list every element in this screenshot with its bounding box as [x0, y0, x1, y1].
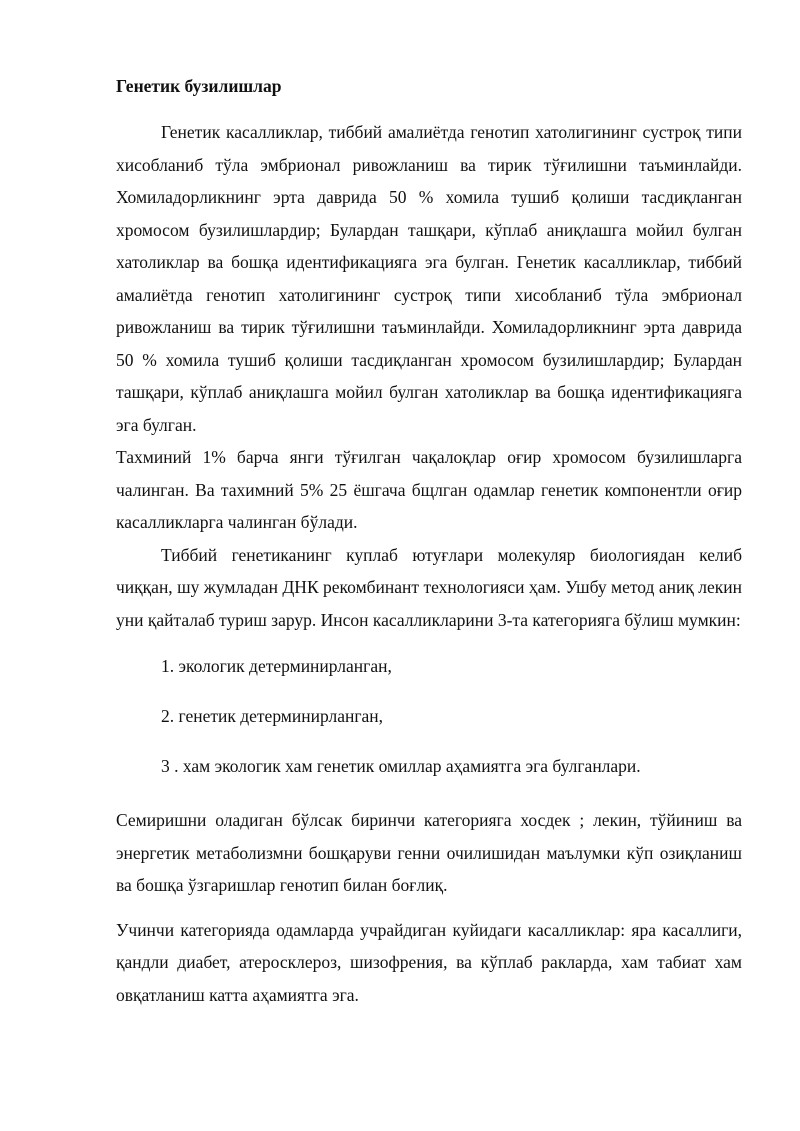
- list-item-1: 1. экологик детерминирланган,: [161, 656, 392, 676]
- paragraph-obesity: Семиришни оладиган бўлсак биринчи категорияга хосдек ; лекин, тўйиниш ва энергетик метаболизмни бошқаруви генни очилишидан маълумки кўп озиқланиш ва бошқа ўзгаришлар генотип билан боғлиқ.: [116, 810, 742, 895]
- paragraph-third-category: Учинчи категорияда одамларда учрайдиган куйидаги касалликлар: яра касаллиги, қандли диабет, атеросклероз, шизофрения, ва кўплаб ракларда, хам табиат хам овқатланиш катта аҳамиятга эга.: [116, 919, 742, 1005]
- list-item-3: 3 . хам экологик хам генетик омиллар аҳамиятга эга булганлари.: [161, 756, 641, 776]
- document-heading: Генетик бузилишлар: [116, 76, 282, 96]
- paragraph-genetic-diseases: Генетик касалликлар, тиббий амалиётда генотип хатолигининг сустроқ типи хисобланиб тўла эмбрионал ривожланиш ва тирик тўғилишни таъминлайди. Хомиладорликнинг эрта даврида 50 % хомила тушиб қолиши тасдиқланган хромосом бузилишлардир; Булардан ташқари, кўплаб аниқлашга мойил булган хатоликлар ва бошқа идентификацияга эга булган. Генетик касалликлар, тиббий амалиётда генотип хатолигининг сустроқ типи хисобланиб тўла эмбрионал ривожланиш ва тирик тўғилишни таъминлайди. Хомиладорликнинг эрта даврида 50 % хомила тушиб қолиши тасдиқланган хромосом бузилишлардир; Булардан ташқари, кўплаб аниқлашга мойил булган хатоликлар ва бошқа идентификацияга эга булган.: [116, 122, 742, 435]
- list-item-2: 2. генетик детерминирланган,: [161, 706, 384, 726]
- paragraph-medical-genetics: Тиббий генетиканинг куплаб ютуғлари молекуляр биологиядан келиб чиққан, шу жумладан ДНК рекомбинант технологияси ҳам. Ушбу метод аниқ лекин уни қайталаб туриш зарур. Инсон касалликларини 3-та категорияга бўлиш мумкин:: [116, 544, 742, 630]
- paragraph-statistics: Тахминий 1% барча янги тўғилган чақалоқлар оғир хромосом бузилишларга чалинган. Ва тахимний 5% 25 ёшгача бщлган одамлар генетик компонентли оғир касалликларга чалинган бўлади.: [116, 447, 742, 532]
